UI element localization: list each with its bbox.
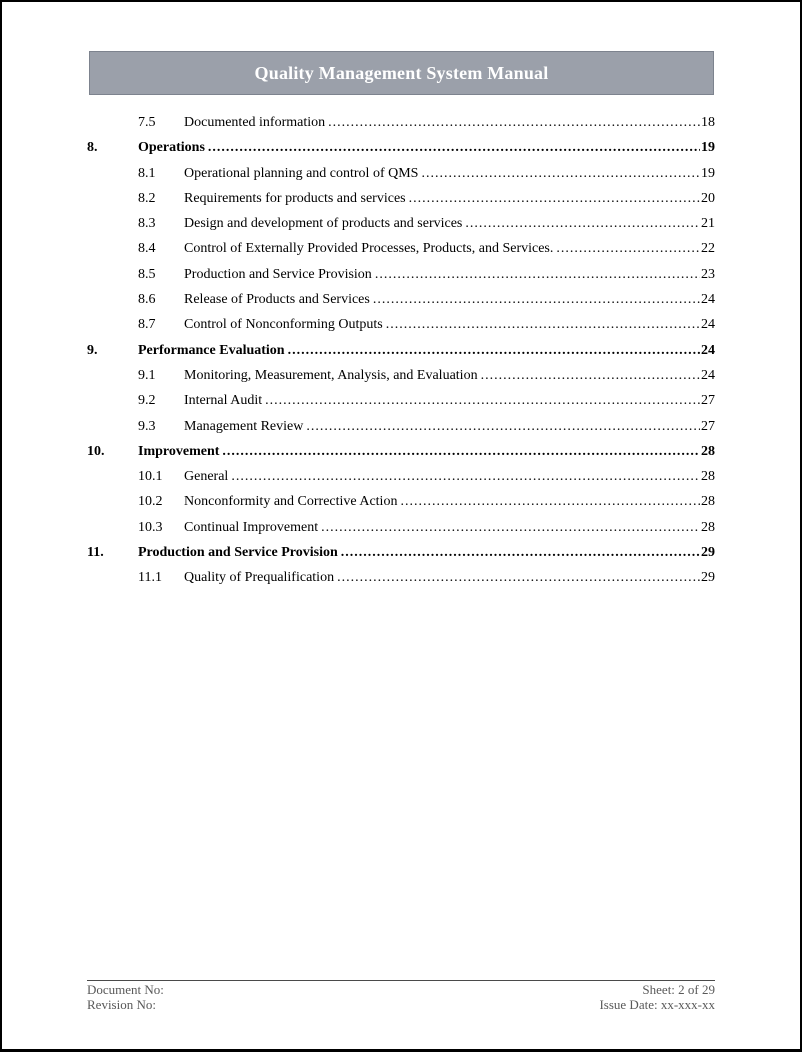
toc-entry-number: 10.3 [138,519,163,535]
dot-leader [556,236,700,261]
toc-entry-title: Release of Products and Services [184,292,370,308]
sheet-number: Sheet: 2 of 29 [642,982,715,997]
toc-entry-title: Quality of Prequalification [184,570,335,586]
toc-entry-number: 11. [87,545,104,561]
toc-entry-page: 19 [701,140,715,156]
document-header-bar [89,51,714,95]
toc-entry-number: 9. [87,342,98,358]
toc-entry[interactable] [87,439,715,464]
dot-leader [321,515,700,540]
dot-leader [465,211,700,236]
toc-entry-number: 8.5 [138,266,156,282]
dot-leader [265,388,700,413]
footer-right [599,983,715,1012]
toc-entry-title: Control of Externally Provided Processes, Products, and Services. [184,241,554,257]
toc-entry-page: 20 [701,190,715,206]
toc-entry-number: 8.3 [138,216,156,232]
toc-entry-title: Management Review [184,418,304,434]
toc-entry-number: 8.7 [138,317,156,333]
page-title: Quality Management System Manual [254,62,549,83]
dot-leader [306,414,700,439]
toc-entry-number: 8.4 [138,241,156,257]
toc-entry[interactable] [87,186,715,211]
toc-entry-number: 8.6 [138,292,156,308]
toc-entry[interactable] [87,565,715,590]
toc-entry-number: 9.1 [138,367,156,383]
revision-no-label: Revision No: [87,996,156,1012]
dot-leader [222,439,700,464]
document-no-label: Document No: [87,982,164,997]
dot-leader [208,135,700,160]
toc-entry-page: 21 [701,216,715,232]
toc-entry-page: 22 [701,241,715,257]
toc-entry-title: Requirements for products and services [184,190,406,206]
toc-entry-page: 29 [701,570,715,586]
dot-leader [409,186,700,211]
toc-entry-title: Control of Nonconforming Outputs [184,317,383,333]
toc-entry[interactable] [87,135,715,160]
toc-entry[interactable] [87,161,715,186]
footer-left [87,983,164,1012]
dot-leader [231,464,700,489]
toc-entry-title: Production and Service Provision [138,545,338,561]
toc-entry-page: 18 [701,115,715,130]
toc-entry-page: 24 [701,317,715,333]
dot-leader [386,312,700,337]
dot-leader [375,262,700,287]
toc-entry-number: 11.1 [138,570,162,586]
toc-entry-number: 8. [87,140,98,156]
toc-entry-page: 24 [701,367,715,383]
page-footer [87,980,715,1012]
dot-leader [328,110,700,135]
toc-entry[interactable] [87,363,715,388]
toc-entry-number: 7.5 [138,115,156,130]
toc-entry-title: Nonconformity and Corrective Action [184,494,398,510]
dot-leader [337,565,700,590]
toc-entry-page: 28 [701,519,715,535]
toc-entry-page: 27 [701,418,715,434]
toc-entry[interactable] [87,262,715,287]
dot-leader [481,363,700,388]
toc-entry[interactable] [87,388,715,413]
toc-entry-number: 9.2 [138,393,156,409]
toc-entry-page: 27 [701,393,715,409]
toc-entry[interactable] [87,540,715,565]
toc-entry-title: Documented information [184,115,326,130]
toc-entry[interactable] [87,464,715,489]
toc-entry-number: 8.2 [138,190,156,206]
toc-entry[interactable] [87,489,715,514]
toc-entry-number: 9.3 [138,418,156,434]
toc-entry-title: Internal Audit [184,393,263,409]
toc-entry[interactable] [87,414,715,439]
issue-date: Issue Date: xx-xxx-xx [599,996,715,1012]
dot-leader [288,338,700,363]
dot-leader [400,489,700,514]
toc-entry-title: Operational planning and control of QMS [184,165,419,181]
toc-entry-title: Production and Service Provision [184,266,372,282]
toc-entry-title: Design and development of products and services [184,216,463,232]
dot-leader [373,287,700,312]
toc-entry-page: 23 [701,266,715,282]
dot-leader [421,161,700,186]
toc-entry-page: 28 [701,469,715,485]
toc-entry-page: 29 [701,545,715,561]
toc-entry[interactable] [87,338,715,363]
toc-entry-page: 28 [701,494,715,510]
toc-entry-title: Continual Improvement [184,519,319,535]
dot-leader [341,540,700,565]
toc-entry-title: Monitoring, Measurement, Analysis, and Evaluation [184,367,478,383]
toc-entry-number: 10. [87,443,105,459]
toc-entry[interactable] [87,236,715,261]
toc-entry-title: Improvement [138,443,220,459]
toc-entry-title: General [184,469,229,485]
toc-entry-number: 10.2 [138,494,163,510]
toc-entry-number: 8.1 [138,165,156,181]
toc-entry[interactable] [87,287,715,312]
toc-entry[interactable] [87,312,715,337]
toc-entry[interactable] [87,211,715,236]
toc-entry-page: 19 [701,165,715,181]
toc-entry-page: 24 [701,342,715,358]
toc-entry-page: 28 [701,443,715,459]
table-of-contents [87,110,715,591]
toc-entry-title: Operations [138,140,205,156]
toc-entry-page: 24 [701,292,715,308]
toc-entry-title: Performance Evaluation [138,342,285,358]
toc-entry[interactable] [87,110,715,135]
toc-entry-number: 10.1 [138,469,163,485]
toc-entry[interactable] [87,515,715,540]
